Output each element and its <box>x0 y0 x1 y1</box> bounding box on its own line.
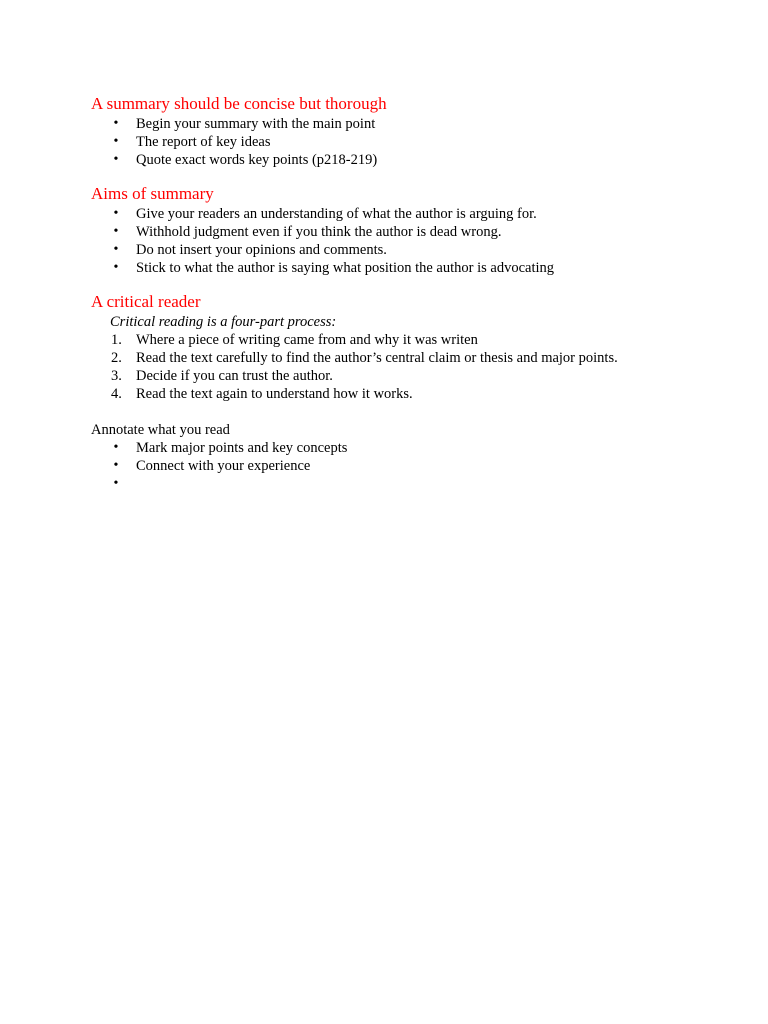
section-heading: A critical reader <box>91 292 201 311</box>
section-annotate <box>91 421 691 493</box>
list-item <box>91 241 691 259</box>
list-item <box>91 151 691 169</box>
list-item-text: Read the text carefully to find the author’s central claim or thesis and major points. <box>136 350 618 366</box>
list-item-text: Mark major points and key concepts <box>136 440 348 456</box>
list-item-text: Quote exact words key points (p218-219) <box>136 152 378 168</box>
list-item <box>91 457 691 475</box>
bullet-icon: • <box>113 260 119 275</box>
bullet-list <box>91 205 691 277</box>
section-heading: A summary should be concise but thorough <box>91 94 387 113</box>
bullet-list <box>91 115 691 169</box>
list-item-text: Where a piece of writing came from and why it was writen <box>136 332 478 348</box>
list-item-text: Connect with your experience <box>136 458 311 474</box>
bullet-icon: • <box>113 224 119 239</box>
list-item-text: Withhold judgment even if you think the author is dead wrong. <box>136 224 502 240</box>
section-heading: Annotate what you read <box>91 422 230 438</box>
list-item-text: The report of key ideas <box>136 134 271 150</box>
list-item <box>91 385 691 403</box>
bullet-icon: • <box>113 152 119 167</box>
list-item <box>91 115 691 133</box>
list-item <box>91 367 691 385</box>
list-item-text: Decide if you can trust the author. <box>136 368 333 384</box>
list-item-empty <box>91 475 691 493</box>
bullet-icon: • <box>113 440 119 455</box>
section-aims-of-summary <box>91 183 691 277</box>
list-item-text: Stick to what the author is saying what position the author is advocating <box>136 260 555 276</box>
list-number: 3. <box>111 368 122 384</box>
list-item-text: Begin your summary with the main point <box>136 116 376 132</box>
bullet-list <box>91 439 691 493</box>
list-number: 1. <box>111 332 122 348</box>
list-item <box>91 331 691 349</box>
section-concise-summary <box>91 93 691 169</box>
list-item-text: Read the text again to understand how it works. <box>136 386 413 402</box>
bullet-icon: • <box>113 458 119 473</box>
bullet-icon: • <box>113 116 119 131</box>
section-critical-reader <box>91 291 691 403</box>
list-item-text: Do not insert your opinions and comments. <box>136 242 387 258</box>
document-page <box>91 93 691 507</box>
list-item-text: Give your readers an understanding of what the author is arguing for. <box>136 206 537 222</box>
bullet-icon: • <box>113 206 119 221</box>
list-item <box>91 223 691 241</box>
list-item <box>91 349 691 367</box>
bullet-icon: • <box>113 134 119 149</box>
bullet-icon: • <box>113 476 119 491</box>
section-heading: Aims of summary <box>91 184 214 203</box>
numbered-list <box>91 331 691 403</box>
list-item <box>91 133 691 151</box>
list-number: 2. <box>111 350 122 366</box>
list-number: 4. <box>111 386 122 402</box>
list-item <box>91 439 691 457</box>
bullet-icon: • <box>113 242 119 257</box>
list-item <box>91 205 691 223</box>
section-intro: Critical reading is a four-part process: <box>110 314 337 330</box>
list-item <box>91 259 691 277</box>
